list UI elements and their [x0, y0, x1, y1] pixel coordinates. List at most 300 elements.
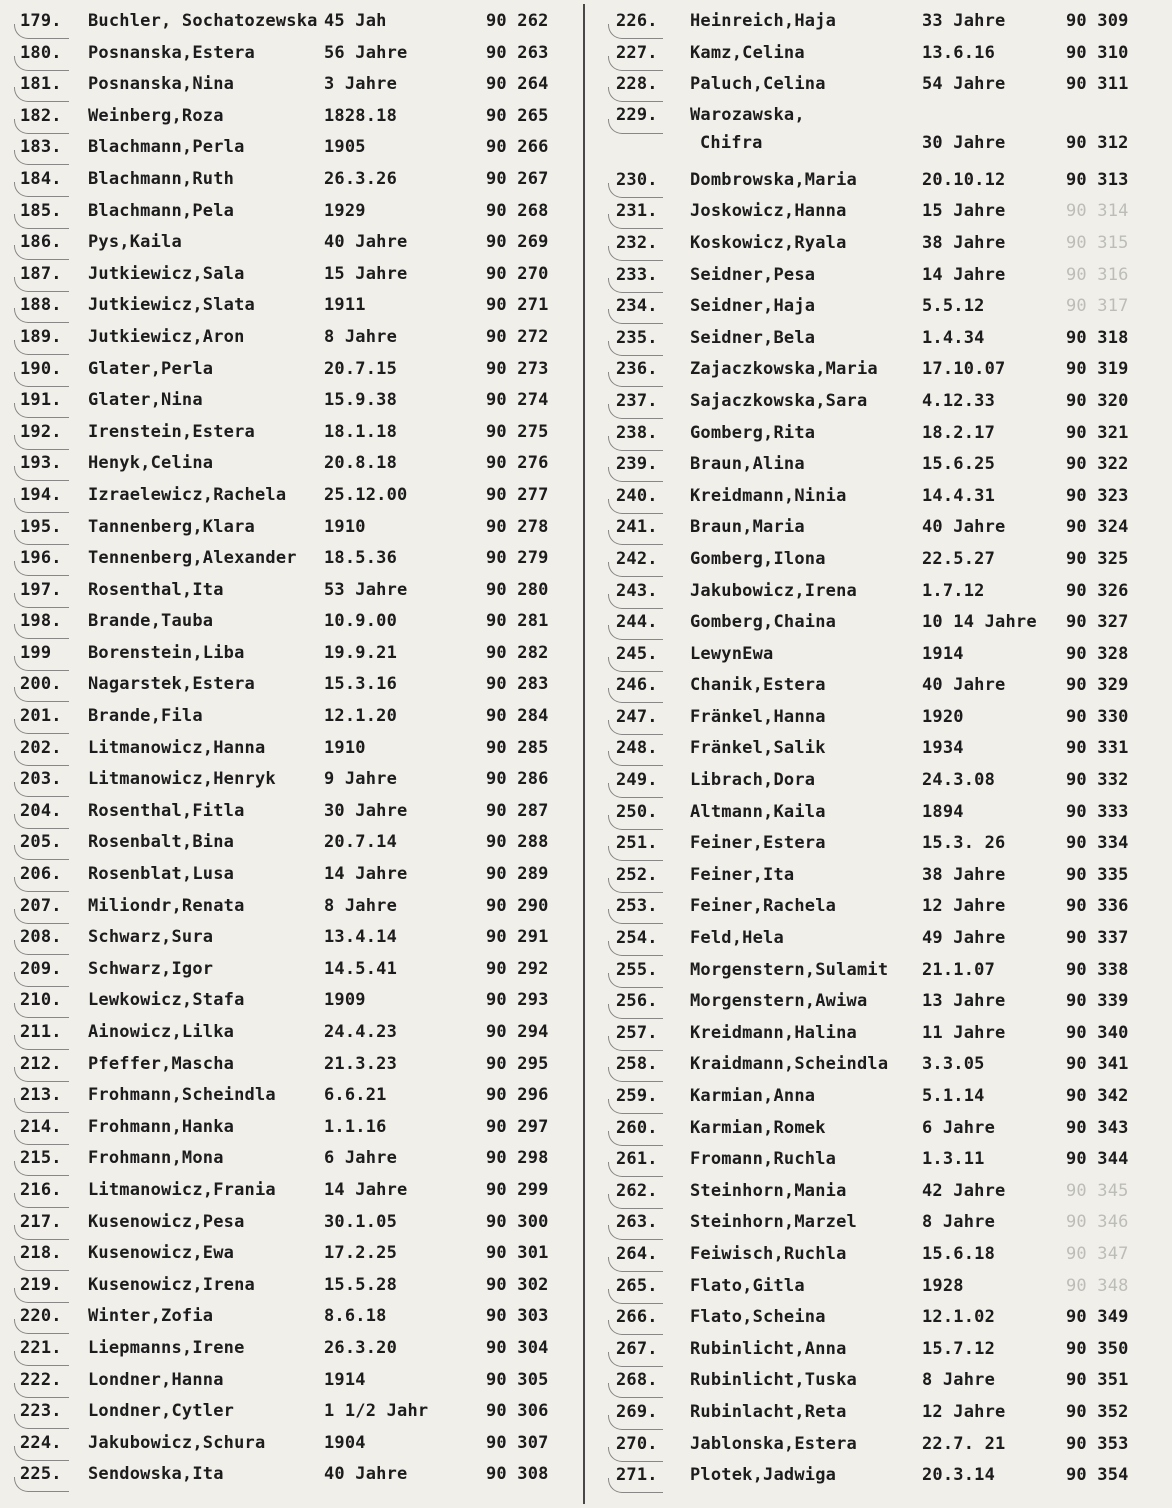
list-entry	[608, 418, 1164, 450]
entry-number: 187.	[20, 263, 62, 284]
entry-name-text: Plotek,Jadwiga	[690, 1465, 837, 1486]
entry-prisoner-number: 90 319	[1066, 359, 1129, 380]
list-entry	[14, 290, 574, 322]
list-entry	[608, 260, 1164, 292]
entry-number: 268.	[616, 1370, 658, 1391]
entry-number: 259.	[616, 1086, 658, 1106]
list-entry	[608, 512, 1164, 544]
entry-name-text: Litmanowicz,Frania	[88, 1179, 276, 1200]
entry-number: 190.	[20, 358, 62, 379]
entry-name-text: Morgenstern,Awiwa	[690, 991, 868, 1012]
entry-name	[88, 1049, 234, 1081]
entry-prisoner-number: 90 283	[486, 674, 549, 695]
entry-number: 255.	[616, 959, 658, 980]
entry-name	[690, 797, 826, 829]
entry-prisoner-number: 90 302	[486, 1274, 549, 1295]
entry-number: 215.	[20, 1148, 62, 1169]
entry-prisoner-number: 90 279	[486, 548, 549, 569]
entry-prisoner-number: 90 262	[486, 11, 549, 31]
entry-prisoner-number: 90 308	[486, 1464, 549, 1485]
entry-number: 217.	[20, 1211, 62, 1232]
entry-date: 15.7.12	[922, 1338, 996, 1359]
entry-date: 17.2.25	[324, 1243, 398, 1264]
entry-date: 4.12.33	[922, 390, 996, 411]
entry-date: 17.10.07	[922, 359, 1006, 380]
entry-name-text: Lewkowicz,Stafa	[88, 990, 245, 1011]
list-entry	[14, 606, 574, 638]
list-entry	[14, 38, 574, 70]
entry-number: 239.	[616, 454, 658, 475]
list-entry	[608, 1460, 1164, 1492]
entry-name	[88, 827, 234, 859]
entry-number: 204.	[20, 800, 62, 821]
entry-name	[88, 575, 224, 607]
entry-date: 56 Jahre	[324, 42, 408, 63]
entry-name	[88, 796, 245, 828]
entry-number: 225.	[20, 1464, 62, 1485]
entry-name-text: Flato,Gitla	[690, 1275, 805, 1296]
left-column	[14, 6, 574, 1491]
list-entry	[608, 1429, 1164, 1461]
entry-number: 184.	[20, 168, 62, 189]
entry-name	[690, 544, 826, 576]
entry-prisoner-number: 90 339	[1066, 991, 1129, 1012]
list-entry	[14, 1112, 574, 1144]
entry-name-text: Chanik,Estera	[690, 675, 826, 696]
list-entry	[608, 576, 1164, 608]
entry-name	[88, 354, 213, 386]
entry-name-text: Karmian,Anna	[690, 1086, 816, 1106]
list-entry	[608, 1365, 1164, 1397]
list-entry	[608, 323, 1164, 355]
entry-prisoner-number: 90 328	[1066, 643, 1129, 664]
entry-date: 1 1/2 Jahr	[324, 1401, 429, 1422]
entry-number: 229.	[616, 104, 658, 125]
entry-number: 233.	[616, 264, 658, 285]
entry-date: 22.5.27	[922, 548, 996, 569]
entry-name	[690, 6, 836, 38]
entry-name-text: Tennenberg,Alexander	[88, 548, 297, 569]
entry-name-text: Feiner,Rachela	[690, 896, 837, 917]
entry-number: 227.	[616, 42, 658, 63]
list-entry	[14, 6, 574, 38]
list-entry	[14, 733, 574, 765]
entry-date: 54 Jahre	[922, 74, 1006, 95]
entry-name	[88, 1175, 276, 1207]
entry-name	[88, 101, 224, 133]
entry-number: 180.	[20, 42, 62, 63]
entry-date: 13 Jahre	[922, 991, 1006, 1012]
entry-name-text: Seidner,Pesa	[690, 264, 816, 285]
entry-date: 1910	[324, 737, 366, 758]
entry-date: 40 Jahre	[922, 517, 1006, 538]
entry-number: 251.	[616, 833, 658, 854]
entry-date: 6 Jahre	[922, 1117, 996, 1138]
entry-name	[690, 481, 847, 513]
entry-number: 256.	[616, 991, 658, 1012]
list-entry	[14, 859, 574, 891]
list-entry	[14, 1333, 574, 1365]
entry-prisoner-number: 90 327	[1066, 612, 1129, 633]
entry-name-text: Rosenbalt,Bina	[88, 832, 235, 853]
entry-name	[690, 576, 857, 608]
entry-name	[88, 1238, 234, 1270]
entry-number: 198.	[20, 611, 62, 632]
entry-number: 213.	[20, 1085, 62, 1106]
entry-date: 49 Jahre	[922, 928, 1006, 949]
entry-name	[88, 385, 203, 417]
entry-name	[690, 670, 826, 702]
entry-date: 1910	[324, 516, 366, 537]
entry-number: 216.	[20, 1179, 62, 1200]
entry-date: 42 Jahre	[922, 1180, 1006, 1201]
entry-number: 195.	[20, 516, 62, 537]
entry-number: 224.	[20, 1432, 62, 1453]
entry-prisoner-number: 90 280	[486, 579, 549, 600]
entry-prisoner-number: 90 268	[486, 200, 549, 221]
entry-date: 30.1.05	[324, 1211, 398, 1232]
entry-name	[690, 986, 867, 1018]
entry-prisoner-number: 90 285	[486, 737, 549, 758]
entry-name-text: Blachmann,Pela	[88, 200, 235, 221]
entry-name-text: Seidner,Bela	[690, 327, 816, 348]
entry-prisoner-number: 90 289	[486, 864, 549, 885]
entry-prisoner-number: 90 329	[1066, 675, 1129, 696]
entry-name	[690, 1018, 857, 1050]
entry-name	[88, 954, 213, 986]
entry-name	[88, 606, 213, 638]
entry-date: 10 14 Jahre	[922, 612, 1037, 633]
entry-name	[88, 985, 245, 1017]
entry-prisoner-number: 90 277	[486, 484, 549, 505]
list-entry	[608, 702, 1164, 734]
entry-number: 231.	[616, 201, 658, 222]
list-entry	[608, 6, 1164, 38]
entry-name	[690, 702, 826, 734]
entry-name-text: Rosenthal,Ita	[88, 579, 224, 600]
entry-prisoner-number: 90 295	[486, 1053, 549, 1074]
entry-name	[88, 1333, 245, 1365]
entry-name	[88, 922, 213, 954]
entry-date: 18.1.18	[324, 421, 398, 442]
entry-name-text: Posnanska,Estera	[88, 42, 255, 63]
entry-prisoner-number: 90 343	[1066, 1117, 1129, 1138]
entry-number: 226.	[616, 11, 658, 31]
entry-number: 185.	[20, 200, 62, 221]
entry-date: 8 Jahre	[922, 1370, 996, 1391]
entry-date: 1.7.12	[922, 580, 985, 601]
list-entry	[14, 701, 574, 733]
entry-prisoner-number: 90 299	[486, 1179, 549, 1200]
entry-date: 14.5.41	[324, 958, 398, 979]
entry-name-text: Feld,Hela	[690, 928, 784, 949]
list-entry	[608, 1081, 1164, 1113]
entry-name	[690, 260, 815, 292]
entry-prisoner-number: 90 313	[1066, 169, 1129, 190]
list-entry	[14, 196, 574, 228]
entry-number: 206.	[20, 864, 62, 885]
entry-number: 214.	[20, 1116, 62, 1137]
entry-prisoner-number: 90 311	[1066, 74, 1129, 95]
entry-name	[88, 480, 286, 512]
entry-number: 191.	[20, 390, 62, 411]
entry-name	[88, 132, 245, 164]
entry-number: 209.	[20, 958, 62, 979]
entry-prisoner-number: 90 309	[1066, 11, 1129, 31]
entry-name	[690, 1429, 857, 1461]
entry-date: 24.4.23	[324, 1022, 398, 1042]
entry-name-text: Altmann,Kaila	[690, 801, 826, 822]
entry-prisoner-number: 90 291	[486, 927, 549, 948]
entry-name-text: LewynEwa	[690, 643, 774, 664]
list-entry	[608, 1239, 1164, 1271]
entry-name-text: Posnanska,Nina	[88, 74, 235, 95]
entry-number: 238.	[616, 422, 658, 443]
entry-prisoner-number: 90 281	[486, 611, 549, 632]
entry-name-text: Koskowicz,Ryala	[690, 232, 847, 253]
entry-date: 1934	[922, 738, 964, 759]
entry-prisoner-number: 90 325	[1066, 548, 1129, 569]
list-entry	[608, 196, 1164, 228]
list-entry	[14, 1428, 574, 1460]
entry-number: 262.	[616, 1180, 658, 1201]
list-entry	[14, 985, 574, 1017]
list-entry	[608, 733, 1164, 765]
entry-name	[690, 38, 805, 70]
entry-name-text: Feiner,Ita	[690, 864, 795, 885]
entry-name	[690, 291, 815, 323]
list-entry	[14, 132, 574, 164]
entry-prisoner-number: 90 345	[1066, 1180, 1129, 1201]
entry-name	[690, 69, 826, 101]
entry-date: 20.8.18	[324, 453, 398, 474]
entry-prisoner-number: 90 335	[1066, 864, 1129, 885]
entry-number: 193.	[20, 453, 62, 474]
entry-number: 263.	[616, 1212, 658, 1233]
entry-name	[88, 259, 245, 291]
list-entry	[608, 1018, 1164, 1050]
entry-prisoner-number: 90 349	[1066, 1307, 1129, 1328]
entry-date: 8 Jahre	[922, 1212, 996, 1233]
entry-number: 219.	[20, 1274, 62, 1295]
entry-name-text: Steinhorn,Marzel	[690, 1212, 857, 1233]
entry-name-text: Jakubowicz,Schura	[88, 1432, 266, 1453]
entry-name-text: Londner,Cytler	[88, 1401, 235, 1422]
entry-date: 21.3.23	[324, 1053, 398, 1074]
list-entry	[608, 386, 1164, 418]
entry-date: 1909	[324, 990, 366, 1011]
entry-date: 14.4.31	[922, 485, 996, 506]
entry-number: 181.	[20, 74, 62, 95]
entry-prisoner-number: 90 304	[486, 1337, 549, 1358]
entry-name-text: Tannenberg,Klara	[88, 516, 255, 537]
entry-name	[690, 386, 867, 418]
entry-number: 249.	[616, 770, 658, 791]
entry-name-text: Seidner,Haja	[690, 296, 816, 317]
entry-name	[690, 512, 805, 544]
list-entry	[608, 1397, 1164, 1429]
entry-name-text: Blachmann,Perla	[88, 137, 245, 158]
list-entry	[608, 38, 1164, 70]
list-entry	[14, 1365, 574, 1397]
entry-prisoner-number: 90 290	[486, 895, 549, 916]
entry-number: 243.	[616, 580, 658, 601]
entry-name-text: Feiwisch,Ruchla	[690, 1243, 847, 1264]
entry-number: 264.	[616, 1243, 658, 1264]
entry-prisoner-number: 90 312	[1066, 132, 1129, 153]
entry-date: 5.1.14	[922, 1086, 985, 1106]
entry-number: 228.	[616, 74, 658, 95]
entry-name	[88, 1017, 234, 1049]
entry-prisoner-number: 90 348	[1066, 1275, 1129, 1296]
entry-number: 210.	[20, 990, 62, 1011]
list-entry	[608, 1271, 1164, 1303]
entry-number: 265.	[616, 1275, 658, 1296]
entry-name-text: Buchler, Sochatozewska	[88, 11, 318, 31]
entry-prisoner-number: 90 264	[486, 74, 549, 95]
entry-prisoner-number: 90 353	[1066, 1433, 1129, 1454]
entry-prisoner-number: 90 332	[1066, 770, 1129, 791]
entry-name	[690, 860, 794, 892]
entry-number: 212.	[20, 1053, 62, 1074]
entry-prisoner-number: 90 267	[486, 168, 549, 189]
list-entry	[14, 1207, 574, 1239]
entry-number: 246.	[616, 675, 658, 696]
entry-name	[88, 764, 276, 796]
entry-number: 232.	[616, 232, 658, 253]
entry-name-text: Librach,Dora	[690, 770, 816, 791]
entry-name-text: Rubinlicht,Tuska	[690, 1370, 857, 1391]
entry-name-text: Jutkiewicz,Slata	[88, 295, 255, 316]
entry-name-text: Kusenowicz,Pesa	[88, 1211, 245, 1232]
list-entry	[608, 828, 1164, 860]
list-entry	[608, 955, 1164, 987]
list-entry	[14, 827, 574, 859]
entry-prisoner-number: 90 344	[1066, 1149, 1129, 1170]
entry-number: 254.	[616, 928, 658, 949]
entry-name-text: Gomberg,Rita	[690, 422, 816, 443]
entry-prisoner-number: 90 310	[1066, 42, 1129, 63]
entry-date: 3 Jahre	[324, 74, 398, 95]
entry-date: 11 Jahre	[922, 1022, 1006, 1043]
entry-number: 236.	[616, 359, 658, 380]
column-divider	[583, 4, 585, 1504]
list-entry	[14, 164, 574, 196]
entry-name-text: Glater,Perla	[88, 358, 214, 379]
entry-number: 261.	[616, 1149, 658, 1170]
entry-date: 38 Jahre	[922, 232, 1006, 253]
entry-date: 8 Jahre	[324, 895, 398, 916]
entry-date: 1914	[324, 1369, 366, 1390]
entry-prisoner-number: 90 292	[486, 958, 549, 979]
entry-name-text: Steinhorn,Mania	[690, 1180, 847, 1201]
entry-date: 40 Jahre	[324, 232, 408, 253]
entry-name-text: Henyk,Celina	[88, 453, 214, 474]
entry-name-text: Joskowicz,Hanna	[690, 201, 847, 222]
entry-prisoner-number: 90 333	[1066, 801, 1129, 822]
entry-date: 20.7.15	[324, 358, 398, 379]
entry-prisoner-number: 90 330	[1066, 706, 1129, 727]
entry-name-text: Frohmann,Mona	[88, 1148, 224, 1169]
entry-date: 40 Jahre	[922, 675, 1006, 696]
entry-date: 25.12.00	[324, 484, 408, 505]
entry-name-text: Kraidmann,Scheindla	[690, 1054, 889, 1075]
entry-date: 1.3.11	[922, 1149, 985, 1170]
entry-name-text: Rosenthal,Fitla	[88, 800, 245, 821]
entry-prisoner-number: 90 352	[1066, 1401, 1129, 1422]
entry-name	[690, 1271, 805, 1303]
entry-date: 20.7.14	[324, 832, 398, 853]
entry-name	[88, 1080, 276, 1112]
entry-name	[88, 290, 255, 322]
entry-date: 21.1.07	[922, 959, 996, 980]
list-entry	[14, 638, 574, 670]
entry-date: 45 Jah	[324, 11, 387, 31]
entry-name-text: Rosenblat,Lusa	[88, 864, 235, 885]
entry-name	[690, 196, 847, 228]
entry-name-text: Karmian,Romek	[690, 1117, 826, 1138]
entry-date: 15.6.25	[922, 454, 996, 475]
entry-name	[88, 1459, 224, 1491]
entry-number: 230.	[616, 169, 658, 190]
entry-name	[690, 765, 815, 797]
entry-date: 22.7. 21	[922, 1433, 1006, 1454]
list-entry	[608, 165, 1164, 197]
entry-name-text: Rubinlicht,Anna	[690, 1338, 847, 1359]
entry-name	[88, 733, 265, 765]
entry-date: 14 Jahre	[922, 264, 1006, 285]
entry-date: 8.6.18	[324, 1306, 387, 1327]
entry-prisoner-number: 90 338	[1066, 959, 1129, 980]
entry-number: 203.	[20, 769, 62, 790]
entry-number: 240.	[616, 485, 658, 506]
entry-prisoner-number: 90 336	[1066, 896, 1129, 917]
list-entry	[14, 891, 574, 923]
entry-name	[88, 1143, 224, 1175]
entry-number: 223.	[20, 1401, 62, 1422]
entry-number: 270.	[616, 1433, 658, 1454]
entry-prisoner-number: 90 331	[1066, 738, 1129, 759]
entry-prisoner-number: 90 326	[1066, 580, 1129, 601]
entry-date: 8 Jahre	[324, 326, 398, 347]
entry-name	[88, 448, 213, 480]
entry-name-text: Gomberg,Ilona	[690, 548, 826, 569]
list-entry	[608, 449, 1164, 481]
list-entry	[14, 1175, 574, 1207]
entry-prisoner-number: 90 323	[1066, 485, 1129, 506]
entry-date: 1914	[922, 643, 964, 664]
entry-prisoner-number: 90 263	[486, 42, 549, 63]
entry-name	[690, 1302, 826, 1334]
entry-name	[88, 227, 182, 259]
entry-prisoner-number: 90 272	[486, 326, 549, 347]
list-entry	[608, 1113, 1164, 1145]
entry-name-text: Izraelewicz,Rachela	[88, 484, 287, 505]
entry-number: 266.	[616, 1307, 658, 1328]
entry-prisoner-number: 90 282	[486, 642, 549, 663]
entry-date: 14 Jahre	[324, 864, 408, 885]
entry-name-text: Nagarstek,Estera	[88, 674, 255, 695]
entry-prisoner-number: 90 301	[486, 1243, 549, 1264]
entry-date: 1904	[324, 1432, 366, 1453]
entry-number: 200.	[20, 674, 62, 695]
entry-name	[690, 1113, 826, 1145]
list-entry	[14, 512, 574, 544]
entry-name-text: Borenstein,Liba	[88, 642, 245, 663]
entry-number: 242.	[616, 548, 658, 569]
entry-date: 12.1.20	[324, 706, 398, 727]
entry-date: 30 Jahre	[324, 800, 408, 821]
